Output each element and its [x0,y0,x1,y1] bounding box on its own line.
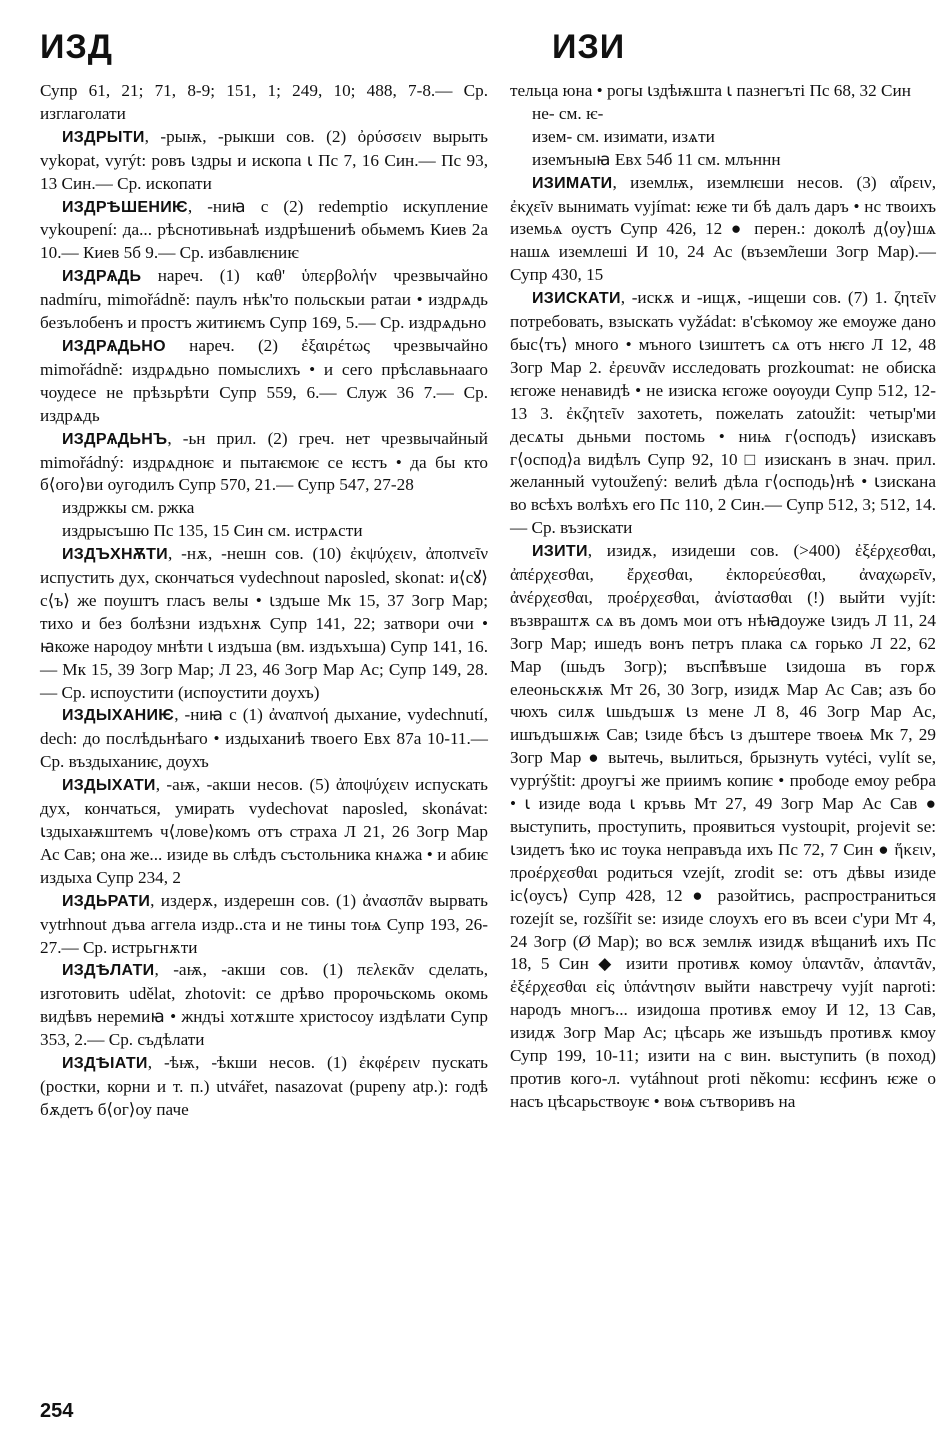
entry-text: изем- см. изимати, изѧти [532,126,715,146]
headword: ИЗИТИ [532,543,588,561]
running-header-left: ИЗД [40,28,113,66]
headword: ИЗДѢЛАТИ [62,962,155,980]
entry-text: , -ѣѭ, -ѣкши несов. (1) ἐκφέρειν пускать (ростки, корни и т. п.) utvářet, nasazovat (pupeny atp.): годѣ бѫдетъ б⟨ог⟩оу паче [40,1053,488,1119]
dictionary-entry [510,172,936,288]
entry-text: , -нѫ, -нешн сов. (10) ἐκψύχειν, ἀποπνεῖν испустить дух, скончаться vydechnout naposled, skonat: и⟨сꙋ⟩с⟨ъ⟩ же поуштъ гласъ велы • ꙇздъше Мк 15, 37 Зогр Мар; тихо и без болѣзни издъхнѫ Супр 141, 22; затвори очи • ꙗкоже народоу мнѣти ꙇ издъша (вм. издъхъша) Супр 141, 16.— Мк 15, 39 Зогр Мар; Л 23, 46 Зогр Мар Ас; Супр 149, 28.— Ср. испоустити (испоустити доухъ) [40,544,488,702]
headword: ИЗДРѦДЬНО [62,337,166,355]
left-column [40,80,488,1122]
entry-text: тельца юна • рогы ꙇздѣѭшта ꙇ пазнегъті Пс 68, 32 Син [510,81,911,100]
dictionary-entry [510,540,936,1114]
headword: ИЗДРЫТИ [62,128,145,146]
entry-text: , -ьн прил. (2) греч. нет чрезвычайный mimořádný: издрѧдноѥ и пытаѥмоѥ се ѥстъ • да бы кто б⟨ого⟩ви оугодилъ Супр 570, 21.— Супр 547, 27-28 [40,428,488,495]
entry-text: , -аѭ, -акши несов. (5) ἀποψύχειν испускать дух, кончаться, умирать vydechovat naposled, skonávat: ꙇздыхаѭштемъ ч⟨лове⟩комъ отъ страха Л 21, 26 Зогр Мар Ас Сав; она же... изиде вь слѣдъ състольника кнѧжа • и абиѥ издыха Супр 234, 2 [40,775,488,887]
entry-text: нареч. (2) ἐξαιρέτως чрезвычайно mimořádně: издрѧдьно помыслихъ • и сего прѣславьнааго чоудесе не прѣзьрѣти Супр 559, 6.— Служ 36 7.— Ср. издрѧдь [40,335,488,425]
dictionary-entry [40,196,488,266]
headword: ИЗДЫХАНИѤ [62,707,175,725]
dictionary-entry [510,126,936,149]
headword: ИЗДѢІАТИ [62,1055,148,1073]
entry-text: , иземлѭ, иземлѥши несов. (3) αἴρειν, ἐκχεῖν вынимать vyjímat: ѥже ти бѣ далъ даръ • нс твоихъ иземьѧ оустъ Супр 426, 12 ● перен.: доколѣ д⟨оу⟩шѧ нашѧ иземлеші И 10, 24 Ас (възем̃леши Зогр Мар).— Супр 430, 15 [510,172,936,285]
entry-text: издржкы см. ржка [62,498,195,518]
dictionary-entry [510,103,936,126]
entry-text: , -ниꙗ с (2) redemptio искупление vykoupení: да... рѣснотивьнаѣ издрѣшениѣ обьмемъ Киев 2а 10.— Киев 5б 9.— Ср. избавлѥниѥ [40,196,488,263]
dictionary-entry [40,959,488,1052]
dictionary-entry [40,704,488,774]
dictionary-entry [40,335,488,428]
headword: ИЗДЫХАТИ [62,777,156,795]
entry-text: , издерѫ, издерешн сов. (1) ἀνασπᾶν вырвать vytrhnout дъва аггела издр..ста и не тины тоѩ Супр 193, 26-27.— Ср. истрьгнѫти [40,890,488,957]
entry-text: нареч. (1) καθ' ὑπερβολήν чрезвычайно nadmíru, mimořádně: паулъ нѣк'то польскыи ратаи • издрѧдь безълобенъ и простъ житиѥмъ Супр 169, 5.— Ср. издрѧдьно [40,266,488,333]
entry-text: иземъныꙗ Евх 54б 11 см. млъннн [532,149,781,169]
dictionary-entry [40,265,488,335]
headword: ИЗИСКАТИ [532,290,621,308]
headword: ИЗИМАТИ [532,174,613,192]
entry-text: , -искѫ и -ищѫ, -ищеши сов. (7) 1. ζητεῖν потребовать, взыскать vyžádat: в'сѣкомоу же емоуже дано быс⟨тъ⟩ много • мъного ꙇзиштетъ сѧ отъ нѥго Л 12, 48 Зогр Мар 2. ἐρευνᾶν исследовать prozkoumat: не обиска ѥгоже ненавидѣ • не изиска ѥгоже оѹоуди Супр 512, 12-13 3. ἐκζητεῖν захотеть, пожелать zatoužit: четыр'ми десѧты дьньми постомь • ниѩ г⟨осподъ⟩ изискавъ г⟨оспод⟩а видѣлъ Супр 92, 10 □ изисканъ в знач. прил. желанный vytoužený: велиѣ дѣла г⟨осподь⟩нѣ • ꙇзискана во всѣхъ волѣхъ его Пс 110, 2 Син.— Супр 512, 3; 512, 14.— Ср. възискати [510,288,936,538]
dictionary-entry [40,890,488,960]
dictionary-entry [510,149,936,172]
entry-text: издрысъшю Пс 135, 15 Син см. истрѧсти [62,521,363,541]
headword: ИЗДРѦДЬ [62,268,142,286]
dictionary-entry [40,126,488,196]
dictionary-entry [40,520,488,543]
headword: ИЗДРѢШЕНИѤ [62,198,188,216]
running-header-right: ИЗИ [552,28,626,66]
dictionary-entry [40,497,488,520]
dictionary-entry [40,428,488,498]
entry-text: , -ниꙗ с (1) ἀναπνοή дыхание, vydechnutí, dech: до послѣдьнѣаго • издыханиѣ твоего Евх 87а 10-11.— Ср. въздыханиѥ, доухъ [40,705,488,772]
dictionary-entry [40,774,488,890]
headword: ИЗДРѦДЬНЪ [62,430,168,448]
entry-text: , -аѭ, -акши сов. (1) πελεκᾶν сделать, изготовить udělat, zhotovit: се дрѣво пророчьскомь окомь видѣвъ неремиꙗ • жндъі хотѫште христосоу издѣлати Супр 353, 2.— Ср. съдѣлати [40,960,488,1050]
dictionary-entry [510,80,936,103]
dictionary-entry [510,287,936,540]
headword: ИЗДЬРАТИ [62,892,151,910]
entry-text: не- см. ѥ- [532,103,604,123]
dictionary-entry [40,1052,488,1122]
headword: ИЗДЪХНѪТИ [62,546,168,564]
dictionary-entry [40,543,488,704]
entry-text: Супр 61, 21; 71, 8-9; 151, 1; 249, 10; 488, 7-8.— Ср. изглаголати [40,81,488,123]
entry-text: , -рыѭ, -рыкши сов. (2) ὀρύσσειν вырыть vykopat, vyrýt: ровъ ꙇздры и ископа ꙇ Пс 7, 16 Син.— Пс 93, 13 Син.— Ср. ископати [40,126,488,193]
dictionary-entry [40,80,488,126]
entry-text: , изидѫ, изидеши сов. (>400) ἐξέρχεσθαι, ἀπέρχεσθαι, ἔρχεσθαι, ἐκπορεύεσθαι, ἀναχωρεῖν, ἀνέρχεσθαι, προέρχεσθαι, ἀνίστασθαι (!) выйти vyjít: възвраштѫ сѧ въ домъ мои отъ нѣꙗдоуже ꙇзидъ Л 11, 24 Зогр Мар; ишедъ вонъ петръ плака сѧ горько Л 22, 62 Мар (шьдъ Зогр); въсп̃ѣвъше ꙇзидоша въ горѫ елеоньскѫѭ Мт 26, 30 Зогр, изидѫ Мар Ас Сав; азъ бо чюхъ силѫ ꙇшьдъшѫ ꙇз мене Л 8, 46 Зогр Мар Ас, ишъдъшѫѭ Сав; ꙇзиде бѣсъ ꙇз дъштере твоеѩ Мк 7, 29 Зогр Мар ● вытечь, вылиться, брызнуть vytéci, vylít se, vyprýštit: дроугъі же приимъ копиѥ • прободе емоу ребра • ꙇ изиде вода ꙇ кръвь Мт 27, 49 Зогр Мар Ас Сав ● выступить, проступить, проявиться vystoupit, projevit se: ꙇзидетъ ѣко ис тоука неправъда ихъ Пс 72, 7 Син ● ἥκειν, προέρχεσθαι родиться vzejít, zrodit se: отъ дѣвы изиде іс⟨оусъ⟩ Супр 428, 12 ● разойтись, распространиться rozejít se, rozšířit se: изиде слоухъ его въ всеи с'ури Мт 4, 24 Зогр (Ø Мар); во всѫ землѭ изидѫ вѣщаниѣ ихъ Пс 18, 5 Син ◆ изити противѫ комоу ὑπαντᾶν, ἀπαντᾶν, ἐξέρχεσθαι εἰς ὑπάντησιν выйти навстречу vyjít naproti: народъ многъ... изидоша противѫ емоу И 12, 13 Сав, изидѫ Зогр Мар Ас; цѣсарь же изъшьдъ противѫ кмоу Супр 199, 10-11; изити на с вин. выступить (в поход) против кого-л. vytáhnout proti někomu: ѥсфинъ ѥже о насъ цѣсарьствоуѥ • воѩ сътворивъ на [510,541,936,1111]
page-number: 254 [40,1400,74,1422]
right-column [510,80,936,1114]
